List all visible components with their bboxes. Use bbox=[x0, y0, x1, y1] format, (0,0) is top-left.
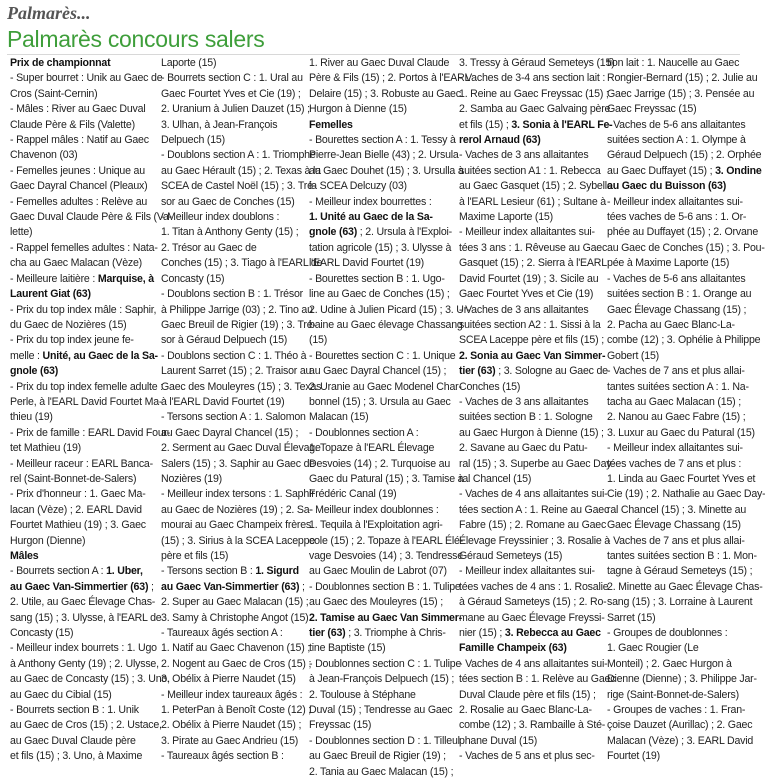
text-line: pée à Maxime Laporte (15) bbox=[607, 257, 730, 270]
text-line: ral Chancel (15) ; 3. Minette au bbox=[607, 503, 747, 516]
text-line: - Meilleur index allaitantes sui- bbox=[459, 565, 595, 578]
text-line: Gobert (15) bbox=[607, 349, 659, 362]
text-line: ral Chancel (15) bbox=[459, 472, 532, 485]
text-line: au Gaec Duffayet (15) ; 3. Ondine bbox=[607, 164, 762, 177]
text-line: - Meilleur index bourrets : 1. Ugo bbox=[10, 642, 157, 655]
text-line: Malacan (Vèze) ; 3. EARL David bbox=[607, 734, 754, 747]
text-line: - Meilleur raceur : EARL Banca- bbox=[10, 457, 153, 470]
text-line: - Groupes de doublonnes : bbox=[607, 627, 728, 640]
text-line: Perle, à l'EARL David Fourtet Ma- bbox=[10, 395, 163, 408]
text-line: Hurgon (Dienne) bbox=[10, 534, 86, 547]
text-line: - Meilleur index tersons : 1. Saphir bbox=[161, 488, 315, 501]
column-4 bbox=[459, 56, 616, 765]
text-line: au Gaec Van-Simmertier (63) ; bbox=[161, 580, 305, 593]
text-line: rel (Saint-Bonnet-de-Salers) bbox=[10, 472, 137, 485]
text-line: - Vaches de 7 ans et plus allai- bbox=[607, 534, 745, 547]
text-line: 1. River au Gaec Duval Claude bbox=[309, 57, 450, 69]
text-line: tacha au Gaec Malacan (15) ; bbox=[607, 395, 741, 408]
text-line: - Vaches de 3 ans allaitantes bbox=[459, 303, 589, 316]
text-line: à Géraud Sameteys (15) ; 2. Ro- bbox=[459, 596, 607, 609]
text-line: - Femelles adultes : Relève au bbox=[10, 195, 148, 208]
text-line: - Groupes de vaches : 1. Fran- bbox=[607, 704, 746, 717]
text-line: suitées section A2 : 1. Sissi à la bbox=[459, 318, 601, 331]
text-line: Gaec Freyssac (15) bbox=[607, 103, 697, 116]
text-line: 2. Savane au Gaec du Patu- bbox=[459, 442, 588, 455]
winner-highlight: 2. Tamise au Gaec Van Simmer- bbox=[309, 611, 462, 624]
text-line: Gaec Duval Claude Père & Fils (Va- bbox=[10, 211, 172, 224]
text-line: Fourtet Mathieu (19) ; 3. Gaec bbox=[10, 519, 146, 532]
text-line: 2. Uranie au Gaec Modenel Char- bbox=[309, 380, 462, 393]
text-line: - Meilleure laitière : Marquise, à bbox=[10, 272, 154, 285]
text-line: lette) bbox=[10, 226, 33, 239]
text-line: - Taureaux âgés section A : bbox=[161, 627, 283, 640]
text-line: vage Desvoies (14) ; 3. Tendresse bbox=[309, 550, 463, 562]
text-line: 1. Linda au Gaec Fourtet Yves et bbox=[607, 472, 756, 485]
text-line: David Fourtet (19) ; 3. Sicile au bbox=[459, 272, 599, 285]
text-line: cole (15) ; 2. Topaze à l'EARL Élé- bbox=[309, 534, 464, 547]
text-line: - Prix de famille : EARL David Four- bbox=[10, 426, 171, 439]
text-line: Gaec Dayral Chancel (Pleaux) bbox=[10, 180, 148, 193]
text-line: tation agricole (15) ; 3. Ulysse à bbox=[309, 241, 452, 254]
text-line: Pierre-Jean Bielle (43) ; 2. Ursula bbox=[309, 149, 459, 162]
text-line: au Gaec de Cros (15) ; 2. Ustace, bbox=[10, 719, 162, 732]
winner-highlight: au Gaec Van-Simmertier (63) bbox=[10, 580, 149, 593]
text-line: 3. Samy à Christophe Angot (15) bbox=[161, 611, 309, 624]
text-line: Conches (15) bbox=[459, 380, 521, 393]
text-line: - Doublonnes section A : bbox=[309, 426, 419, 439]
text-line: 3. Obélix à Pierre Naudet (15) bbox=[161, 673, 296, 686]
text-line: lacan (Vèze) ; 2. EARL David bbox=[10, 503, 142, 516]
text-line: - Doublons section C : 1. Théo à bbox=[161, 349, 307, 362]
text-line: Chavenon (03) bbox=[10, 149, 78, 162]
text-line: - Meilleur index doublonnes : bbox=[309, 503, 439, 516]
winner-highlight: au Gaec du Buisson (63) bbox=[607, 180, 727, 193]
text-line: baine au Gaec élevage Chassang bbox=[309, 318, 463, 331]
text-line: Sarret (15) bbox=[607, 611, 656, 624]
text-line: au Gaec des Mouleyres (15) ; bbox=[309, 596, 443, 609]
text-line: Delaire (15) ; 3. Robuste au Gaec bbox=[309, 87, 461, 100]
text-line: au Gaec Moulin de Labrot (07) bbox=[309, 565, 447, 578]
text-line: 3. Pirate au Gaec Andrieu (15) bbox=[161, 734, 299, 747]
kicker-heading: Palmarès... bbox=[7, 3, 91, 23]
text-line: mane au Gaec Élevage Freyssi- bbox=[459, 611, 605, 624]
text-line: 2. Udine à Julien Picard (15) ; 3. Ur- bbox=[309, 303, 471, 316]
text-line: - Mâles : River au Gaec Duval bbox=[10, 103, 146, 116]
text-line: tées section A : 1. Reine au Gaec bbox=[459, 503, 610, 516]
text-line: l'EARL David Fourtet (19) bbox=[309, 257, 424, 270]
text-line: au Gaec Van-Simmertier (63) ; bbox=[10, 580, 154, 593]
text-line: (15) ; 3. Sirius à la SCEA Laceppe bbox=[161, 534, 315, 547]
text-line: thieu (19) bbox=[10, 411, 53, 424]
text-line: 2. Nanou au Gaec Fabre (15) ; bbox=[607, 411, 746, 424]
text-line: Géraud Delpuech (15) ; 2. Orphée bbox=[607, 149, 762, 162]
section-heading: Femelles bbox=[309, 118, 353, 131]
text-line: et fils (15) ; 3. Uno, à Maxime bbox=[10, 750, 143, 763]
text-line: à Anthony Genty (19) ; 2. Ulysse, bbox=[10, 657, 159, 670]
text-line: - Vaches de 4 ans allaitantes sui- bbox=[459, 657, 608, 670]
text-line: 2. Minette au Gaec Élevage Chas- bbox=[607, 580, 763, 593]
text-line: gnole (63) ; 2. Ursula à l'Exploi- bbox=[309, 226, 452, 239]
text-line: 2. Uranium à Julien Dauzet (15) ; bbox=[161, 103, 310, 116]
text-line: 1. PeterPan à Benoît Coste (12) ; bbox=[161, 704, 312, 717]
section-heading: Prix de championnat bbox=[10, 57, 111, 69]
text-line: - Bourettes section C : 1. Unique bbox=[309, 349, 456, 362]
text-line: 2. Tania au Gaec Malacan (15) ; bbox=[309, 765, 454, 778]
text-line: - Bourettes section B : 1. Ugo- bbox=[309, 272, 445, 285]
text-line: - Vaches de 7 ans et plus allai- bbox=[607, 365, 745, 378]
column-2 bbox=[161, 56, 323, 765]
text-line: cha au Gaec Malacan (Vèze) bbox=[10, 257, 143, 270]
text-line: - Prix du top index femelle adulte : bbox=[10, 380, 163, 393]
text-line: Delpuech (15) bbox=[161, 134, 225, 147]
text-line: - Vaches de 5-6 ans allaitantes bbox=[607, 272, 746, 285]
text-line: combe (12) ; 3. Ophélie à Philippe bbox=[607, 334, 761, 347]
text-line: et fils (15) ; 3. Sonia à l'EARL Fe- bbox=[459, 118, 613, 131]
text-line: 1. Gaec Rougier (Le bbox=[607, 642, 699, 655]
text-line: Duval Claude père et fils (15) ; bbox=[459, 688, 596, 701]
text-line: Laurent Sarret (15) ; 2. Traisor au bbox=[161, 365, 312, 378]
text-line: au Gaec Breuil de Rigier (19) ; bbox=[309, 750, 446, 763]
text-line: à Jean-François Delpuech (15) ; bbox=[309, 673, 455, 686]
text-columns bbox=[10, 56, 765, 778]
text-line: Malacan (15) bbox=[309, 411, 369, 424]
text-line: - Tersons section A : 1. Salomon bbox=[161, 411, 306, 424]
text-line: - Vaches de 3-4 ans section lait : bbox=[459, 72, 606, 85]
text-line: 2. Pacha au Gaec Blanc-La- bbox=[607, 318, 735, 331]
text-line: - Tersons section B : 1. Sigurd bbox=[161, 565, 299, 578]
text-line: SCEA de Castel Noël (15) ; 3. Tré- bbox=[161, 180, 317, 193]
winner-highlight: tier (63) bbox=[459, 365, 496, 378]
text-line: tées section B : 1. Relève au Gaec bbox=[459, 673, 616, 686]
text-line: - Vaches de 4 ans allaitantes sui- bbox=[459, 488, 608, 501]
winner-highlight: Laurent Giat (63) bbox=[10, 288, 91, 301]
text-line: suitées section B : 1. Orange au bbox=[607, 288, 752, 301]
text-line: 1. Topaze à l'EARL Élevage bbox=[309, 442, 435, 455]
text-line: tantes suitées section B : 1. Mon- bbox=[607, 550, 757, 562]
text-line: Duval (15) ; Tendresse au Gaec bbox=[309, 704, 453, 717]
text-line: - Bourettes section A : 1. Tessy à bbox=[309, 134, 456, 147]
text-line: 2. Serment au Gaec Duval Élevage bbox=[161, 442, 321, 455]
text-line: combe (12) ; 3. Rambaille à Sté- bbox=[459, 719, 606, 732]
text-line: Père & Fils (15) ; 2. Portos à l'EARL bbox=[309, 72, 471, 85]
text-line: Gaec Fourtet Yves et Cie (19) bbox=[459, 288, 594, 301]
text-line: tées vaches de 4 ans : 1. Rosalie bbox=[459, 580, 609, 593]
text-line: à Philippe Jarrige (03) ; 2. Tino au bbox=[161, 303, 313, 316]
text-line: Gasquet (15) ; 2. Sierra à l'EARL bbox=[459, 257, 607, 270]
text-line: 2. Utile, au Gaec Élevage Chas- bbox=[10, 596, 156, 609]
text-line: Desvoies (14) ; 2. Turquoise au bbox=[309, 457, 451, 470]
text-line: - Meilleur index allaitantes sui- bbox=[607, 195, 743, 208]
text-line: - Prix du top index mâle : Saphir, bbox=[10, 303, 157, 316]
text-line: au Gaec Gasquet (15) ; 2. Sybelle bbox=[459, 180, 613, 193]
text-line: la SCEA Delcuzy (03) bbox=[309, 180, 407, 193]
text-line: tantes suitées section A : 1. Na- bbox=[607, 380, 749, 393]
text-line: Dienne (Dienne) ; 3. Philippe Jar- bbox=[607, 673, 757, 686]
text-line: suitées section B : 1. Sologne bbox=[459, 411, 593, 424]
text-line bbox=[459, 133, 603, 148]
text-line: du Gaec de Nozières (15) bbox=[10, 318, 127, 331]
text-line: Concasty (15) bbox=[10, 627, 74, 640]
text-line: Nozières (19) bbox=[161, 472, 222, 485]
text-line: ral (15) ; 3. Superbe au Gaec Day- bbox=[459, 457, 615, 470]
text-line: au Gaec Hérault (15) ; 2. Texas à la bbox=[161, 164, 321, 177]
text-line: à l'EARL David Fourtet (19) bbox=[161, 395, 285, 408]
text-line: Gaec du Patural (15) ; 3. Tamise à bbox=[309, 472, 464, 485]
winner-highlight: 1. Unité au Gaec de la Sa- bbox=[309, 211, 433, 224]
title-divider bbox=[7, 54, 740, 55]
text-line: - Bourrets section A : 1. Uber, bbox=[10, 565, 143, 578]
text-line: tine Baptiste (15) bbox=[309, 642, 386, 655]
text-line: Freyssac (15) bbox=[309, 719, 372, 732]
text-line: - Rappel mâles : Natif au Gaec bbox=[10, 134, 149, 147]
winner-highlight: 3. Ondine bbox=[715, 164, 762, 177]
text-line: 3. Tressy à Géraud Semeteys (15) bbox=[459, 57, 615, 69]
text-line: Géraud Semeteys (15) bbox=[459, 550, 563, 562]
text-line: - Doublons section A : 1. Triomphe bbox=[161, 149, 316, 162]
text-line: Gaec Breuil de Rigier (19) ; 3. Tré- bbox=[161, 318, 316, 331]
text-line: 1. Natif au Gaec Chavenon (15) ; bbox=[161, 642, 311, 655]
text-line: au Gaec Douhet (15) ; 3. Ursulla à bbox=[309, 164, 464, 177]
text-line: Maxime Laporte (15) bbox=[459, 211, 553, 224]
text-line: - Meilleur index allaitantes sui- bbox=[607, 442, 743, 455]
text-line: tier (63) ; 3. Triomphe à Chris- bbox=[309, 627, 446, 640]
winner-highlight: au Gaec Van-Simmertier (63) bbox=[161, 580, 300, 593]
text-line: père et fils (15) bbox=[161, 550, 229, 562]
text-line: 2. Rosalie au Gaec Blanc-La- bbox=[459, 704, 592, 717]
text-line: 3. Ulhan, à Jean-François bbox=[161, 118, 278, 131]
text-line: - Super bourret : Unik au Gaec de bbox=[10, 72, 163, 85]
text-line: - Vaches de 5-6 ans allaitantes bbox=[607, 118, 746, 131]
text-line: tier (63) ; 3. Sologne au Gaec de bbox=[459, 365, 608, 378]
text-line bbox=[607, 179, 751, 194]
text-line: Laporte (15) bbox=[161, 57, 217, 69]
text-line: - Meilleur index bourrettes : bbox=[309, 195, 432, 208]
text-line: - Vaches de 3 ans allaitantes bbox=[459, 395, 589, 408]
text-line: Gaec Élevage Chassang (15) bbox=[607, 519, 741, 532]
text-line: - Bourrets section C : 1. Ural au bbox=[161, 72, 303, 85]
text-line: Hurgon à Dienne (15) bbox=[309, 103, 407, 116]
text-line: au Gaec Dayral Chancel (15) ; bbox=[161, 426, 299, 439]
text-line: 1. Titan à Anthony Genty (15) ; bbox=[161, 226, 299, 239]
text-line: Gaec des Mouleyres (15) ; 3. Texas bbox=[161, 380, 322, 393]
winner-highlight: Famille Champeix (63) bbox=[459, 642, 567, 655]
text-line bbox=[309, 210, 453, 225]
text-line: suitées section A1 : 1. Rebecca bbox=[459, 164, 601, 177]
text-line: çoise Dauzet (Aurillac) ; 2. Gaec bbox=[607, 719, 753, 732]
winner-highlight: 3. Sonia à l'EARL Fe- bbox=[511, 118, 613, 131]
text-line: - Doublonnes section B : 1. Tulipe bbox=[309, 580, 461, 593]
article-title: Palmarès concours salers bbox=[7, 26, 265, 52]
text-line: au Gaec Duval Claude père bbox=[10, 734, 136, 747]
text-line: Gaec Fourtet Yves et Cie (19) ; bbox=[161, 87, 301, 100]
text-line: au Gaec de Nozières (19) ; 2. Sa- bbox=[161, 503, 313, 516]
text-line: 2. Obélix à Pierre Naudet (15) ; bbox=[161, 719, 302, 732]
text-line: 1. Reine au Gaec Freyssac (15) ; bbox=[459, 87, 609, 100]
text-line: nier (15) ; 3. Rebecca au Gaec bbox=[459, 627, 601, 640]
text-line bbox=[10, 287, 154, 302]
text-line: - Doublonnes section C : 1. Tulipe bbox=[309, 657, 462, 670]
text-line: au Gaec de Conches (15) ; 3. Pou- bbox=[607, 241, 765, 254]
text-line: Conches (15) ; 3. Tiago à l'EARL de bbox=[161, 257, 323, 270]
text-line: Fourtet (19) bbox=[607, 750, 660, 763]
text-line: au Gaec du Cibial (15) bbox=[10, 688, 112, 701]
winner-highlight: 3. Rebecca au Gaec bbox=[504, 627, 601, 640]
text-line: Frédéric Canal (19) bbox=[309, 488, 397, 501]
text-line: - Vaches de 3 ans allaitantes bbox=[459, 149, 589, 162]
text-line: - Femelles jeunes : Unique au bbox=[10, 164, 145, 177]
winner-highlight: Marquise, à bbox=[97, 272, 154, 285]
text-line: au Gaec Dayral Chancel (15) ; bbox=[309, 365, 447, 378]
winner-highlight: Unité, au Gaec de la Sa- bbox=[42, 349, 158, 362]
text-line: bonnel (15) ; 3. Ursula au Gaec bbox=[309, 395, 451, 408]
text-line: - Prix du top index jeune fe- bbox=[10, 334, 134, 347]
text-line: phée au Duffayet (15) ; 2. Orvane bbox=[607, 226, 759, 239]
text-line: (15) bbox=[309, 334, 328, 347]
text-line: melle : Unité, au Gaec de la Sa- bbox=[10, 349, 158, 362]
text-line: - Meilleur index taureaux âgés : bbox=[161, 688, 303, 701]
text-line: - Prix d'honneur : 1. Gaec Ma- bbox=[10, 488, 146, 501]
text-line: Cros (Saint-Cernin) bbox=[10, 87, 98, 100]
winner-highlight: 1. Sigurd bbox=[255, 565, 299, 578]
text-line: 2. Toulouse à Stéphane bbox=[309, 688, 416, 701]
text-line: au Gaec de Concasty (15) ; 3. Uno, bbox=[10, 673, 170, 686]
text-line: 2. Nogent au Gaec de Cros (15) ; bbox=[161, 657, 312, 670]
text-line: tagne à Géraud Semeteys (15) ; bbox=[607, 565, 753, 578]
winner-highlight: tier (63) bbox=[309, 627, 346, 640]
text-line: tées vaches de 7 ans et plus : bbox=[607, 457, 742, 470]
text-line: - Doublonnes section D : 1. Tilleul bbox=[309, 734, 460, 747]
winner-highlight: 1. Uber, bbox=[106, 565, 143, 578]
text-line: Claude Père & Fils (Valette) bbox=[10, 118, 135, 131]
text-line: 2. Super au Gaec Malacan (15) ; bbox=[161, 596, 309, 609]
text-line bbox=[10, 364, 154, 379]
text-line: Gaec Jarrige (15) ; 3. Pensée au bbox=[607, 87, 755, 100]
text-line: Concasty (15) bbox=[161, 272, 225, 285]
text-line: tet Mathieu (19) bbox=[10, 442, 81, 455]
text-line: au Gaec Hurgon à Dienne (15) ; bbox=[459, 426, 604, 439]
text-line: line au Gaec de Conches (15) ; bbox=[309, 288, 450, 301]
text-line: - Meilleur index allaitantes sui- bbox=[459, 226, 595, 239]
column-5 bbox=[607, 56, 765, 765]
winner-highlight: 2. Sonia au Gaec Van Simmer- bbox=[459, 349, 606, 362]
text-line: - Vaches de 5 ans et plus sec- bbox=[459, 750, 595, 763]
text-line: - Bourrets section B : 1. Unik bbox=[10, 704, 139, 717]
winner-highlight: gnole (63) bbox=[309, 226, 358, 239]
column-1 bbox=[10, 56, 172, 765]
text-line: - Meilleur index doublons : bbox=[161, 211, 280, 224]
text-line: sor au Gaec de Conches (15) bbox=[161, 195, 295, 208]
text-line: Salers (15) ; 3. Saphir au Gaec de bbox=[161, 457, 315, 470]
text-line: Cie (19) ; 2. Nathalie au Gaec Day- bbox=[607, 488, 765, 501]
column-3 bbox=[309, 56, 471, 780]
text-line bbox=[459, 349, 606, 364]
text-line: sang (15) ; 3. Ulysse, à l'EARL de bbox=[10, 611, 162, 624]
winner-highlight: gnole (63) bbox=[10, 365, 59, 378]
text-line: mourai au Gaec Champeix frères bbox=[161, 519, 312, 532]
section-heading: Mâles bbox=[10, 550, 39, 562]
text-line: Fabre (15) ; 2. Romane au Gaec bbox=[459, 519, 607, 532]
text-line: tées 3 ans : 1. Rêveuse au Gaec bbox=[459, 241, 608, 254]
text-line: Gaec Élevage Chassang (15) ; bbox=[607, 303, 747, 316]
text-line: 2. Samba au Gaec Galvaing père bbox=[459, 103, 611, 116]
text-line: sor à Géraud Delpuech (15) bbox=[161, 334, 288, 347]
text-line: tion lait : 1. Naucelle au Gaec bbox=[607, 57, 740, 69]
text-line: Rongier-Bernard (15) ; 2. Julie au bbox=[607, 72, 758, 85]
text-line: 3. Luxur au Gaec du Patural (15) bbox=[607, 426, 755, 439]
text-line: tées vaches de 5-6 ans : 1. Or- bbox=[607, 211, 747, 224]
text-line: 2. Trésor au Gaec de bbox=[161, 241, 257, 254]
text-line: Monteil) ; 2. Gaec Hurgon à bbox=[607, 657, 732, 670]
text-line bbox=[309, 611, 462, 626]
text-line: Élevage Freyssinier ; 3. Rosalie à bbox=[459, 534, 610, 547]
text-line: sang (15) ; 3. Lorraine à Laurent bbox=[607, 596, 753, 609]
text-line: phane Duval (15) bbox=[459, 734, 538, 747]
text-line: suitées section A : 1. Olympe à bbox=[607, 134, 746, 147]
text-line: à l'EARL Lesieur (61) ; Sultane à bbox=[459, 195, 606, 208]
winner-highlight: rerol Arnaud (63) bbox=[459, 134, 541, 147]
text-line: SCEA Laceppe père et fils (15) ; bbox=[459, 334, 604, 347]
text-line: - Rappel femelles adultes : Nata- bbox=[10, 241, 158, 254]
text-line: 1. Tequila à l'Exploitation agri- bbox=[309, 519, 443, 532]
text-line: - Taureaux âgés section B : bbox=[161, 750, 284, 763]
text-line: rige (Saint-Bonnet-de-Salers) bbox=[607, 688, 739, 701]
text-line: - Doublons section B : 1. Trésor bbox=[161, 288, 303, 301]
text-line bbox=[459, 641, 603, 656]
